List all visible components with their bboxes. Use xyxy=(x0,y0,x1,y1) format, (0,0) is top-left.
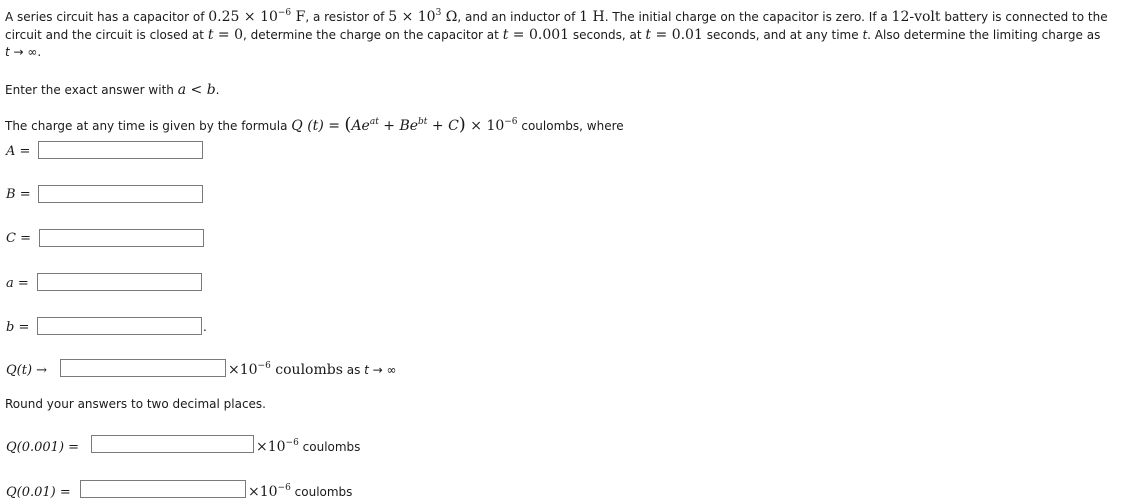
round-instruction: Round your answers to two decimal places. xyxy=(5,397,266,411)
a-input[interactable] xyxy=(37,273,202,291)
capacitance-value xyxy=(208,9,305,25)
b-input[interactable] xyxy=(37,317,202,335)
Q0001-unit xyxy=(256,439,360,455)
exponent: −6 xyxy=(277,483,291,493)
coulombs-unit: coulombs xyxy=(270,362,343,378)
formula-term-c: + C xyxy=(427,118,459,134)
equals: = xyxy=(15,187,31,202)
formula-paren-close: ) xyxy=(458,114,466,135)
equals: = xyxy=(14,320,30,335)
label-A xyxy=(6,144,30,159)
var-a: a xyxy=(6,276,14,291)
problem-line-2 xyxy=(5,27,1100,43)
problem-text: A series circuit has a capacitor of xyxy=(5,10,209,24)
Q001-input[interactable] xyxy=(80,480,246,498)
problem-text: , a resistor of xyxy=(305,10,389,24)
times-ten: ×10 xyxy=(248,484,278,500)
Q-limit-unit xyxy=(228,362,397,378)
problem-text: circuit and the circuit is closed at xyxy=(5,28,208,42)
formula-lhs: Q (t) = xyxy=(291,118,345,134)
exponent: −6 xyxy=(257,361,271,371)
label-Q0001 xyxy=(6,440,79,455)
Q-limit-input[interactable] xyxy=(60,359,226,377)
B-input[interactable] xyxy=(38,185,203,203)
formula-times: × 10 xyxy=(465,118,505,134)
resistance-value xyxy=(388,9,457,25)
problem-line-3 xyxy=(5,45,41,59)
time-zero: = 0 xyxy=(213,27,244,43)
time-variable: t xyxy=(862,28,868,42)
var-C: C xyxy=(6,231,16,246)
formula-exp-a: at xyxy=(369,117,379,127)
exponent: −6 xyxy=(285,438,299,448)
A-input[interactable] xyxy=(38,141,203,159)
resistance-unit: Ω xyxy=(441,9,458,25)
time-variable: t xyxy=(5,45,10,59)
time-0001: = 0.001 xyxy=(508,27,570,43)
label-a xyxy=(6,276,29,291)
coulombs-unit: coulombs xyxy=(290,485,353,499)
formula-paren-open: ( xyxy=(344,114,352,135)
Q001-unit xyxy=(248,484,352,500)
limit-arrow: → ∞ xyxy=(368,363,397,377)
voltage-value: 12-volt xyxy=(891,9,941,25)
Q0001-label: Q(0.001) = xyxy=(6,440,80,455)
label-Q-limit xyxy=(6,363,47,378)
time-variable: t xyxy=(502,27,509,43)
formula-text: coulombs, where xyxy=(517,119,624,133)
times-ten: ×10 xyxy=(256,439,286,455)
formula-plus: + xyxy=(378,118,400,134)
Q0001-input[interactable] xyxy=(91,435,254,453)
equals: = xyxy=(13,276,29,291)
time-variable: t xyxy=(207,27,214,43)
resistance-mantissa: 5 × 10 xyxy=(388,9,436,25)
var-b: b xyxy=(6,320,15,335)
label-B xyxy=(6,187,31,202)
equals: = xyxy=(15,144,31,159)
label-b xyxy=(6,320,29,335)
formula-term-b: Be xyxy=(399,118,419,134)
b-suffix: . xyxy=(203,320,207,334)
problem-text: . Also determine the limiting charge as xyxy=(867,28,1101,42)
time-variable: t xyxy=(645,27,652,43)
instruction-text: Enter the exact answer with xyxy=(5,83,178,97)
C-input[interactable] xyxy=(39,229,204,247)
resistance-exponent: 3 xyxy=(435,8,442,18)
capacitance-exponent: −6 xyxy=(277,8,292,18)
label-C xyxy=(6,231,31,246)
problem-text: seconds, at xyxy=(569,28,646,42)
Q001-label: Q(0.01) = xyxy=(6,485,71,500)
problem-text: , and an inductor of xyxy=(457,10,580,24)
instruction-condition: a < b xyxy=(177,82,216,98)
capacitance-mantissa: 0.25 × 10 xyxy=(208,9,278,25)
formula-line xyxy=(5,114,624,135)
coulombs-unit: coulombs xyxy=(298,440,361,454)
var-A: A xyxy=(6,144,16,159)
problem-text: , determine the charge on the capacitor at xyxy=(243,28,503,42)
problem-line-1 xyxy=(5,9,1108,25)
equals: = xyxy=(15,231,31,246)
instruction xyxy=(5,82,220,98)
Q-limit-label: Q(t) → xyxy=(6,363,48,378)
limit-arrow: → ∞. xyxy=(9,45,42,59)
formula-term-a: Ae xyxy=(351,118,370,134)
formula-text: The charge at any time is given by the formula xyxy=(5,119,292,133)
problem-text: seconds, and at any time xyxy=(702,28,863,42)
capacitance-unit: F xyxy=(291,9,306,25)
instruction-text: . xyxy=(215,83,220,97)
formula-exp-b: bt xyxy=(418,117,428,127)
formula-exponent: −6 xyxy=(504,117,518,127)
as-text: as xyxy=(342,363,365,377)
inductance-value: 1 H xyxy=(579,9,605,25)
problem-text: battery is connected to the xyxy=(940,10,1108,24)
times-ten: ×10 xyxy=(228,362,258,378)
time-001: = 0.01 xyxy=(651,27,703,43)
var-B: B xyxy=(6,187,16,202)
label-Q001 xyxy=(6,485,71,500)
problem-text: . The initial charge on the capacitor is zero. If a xyxy=(604,10,892,24)
time-variable: t xyxy=(364,363,369,377)
